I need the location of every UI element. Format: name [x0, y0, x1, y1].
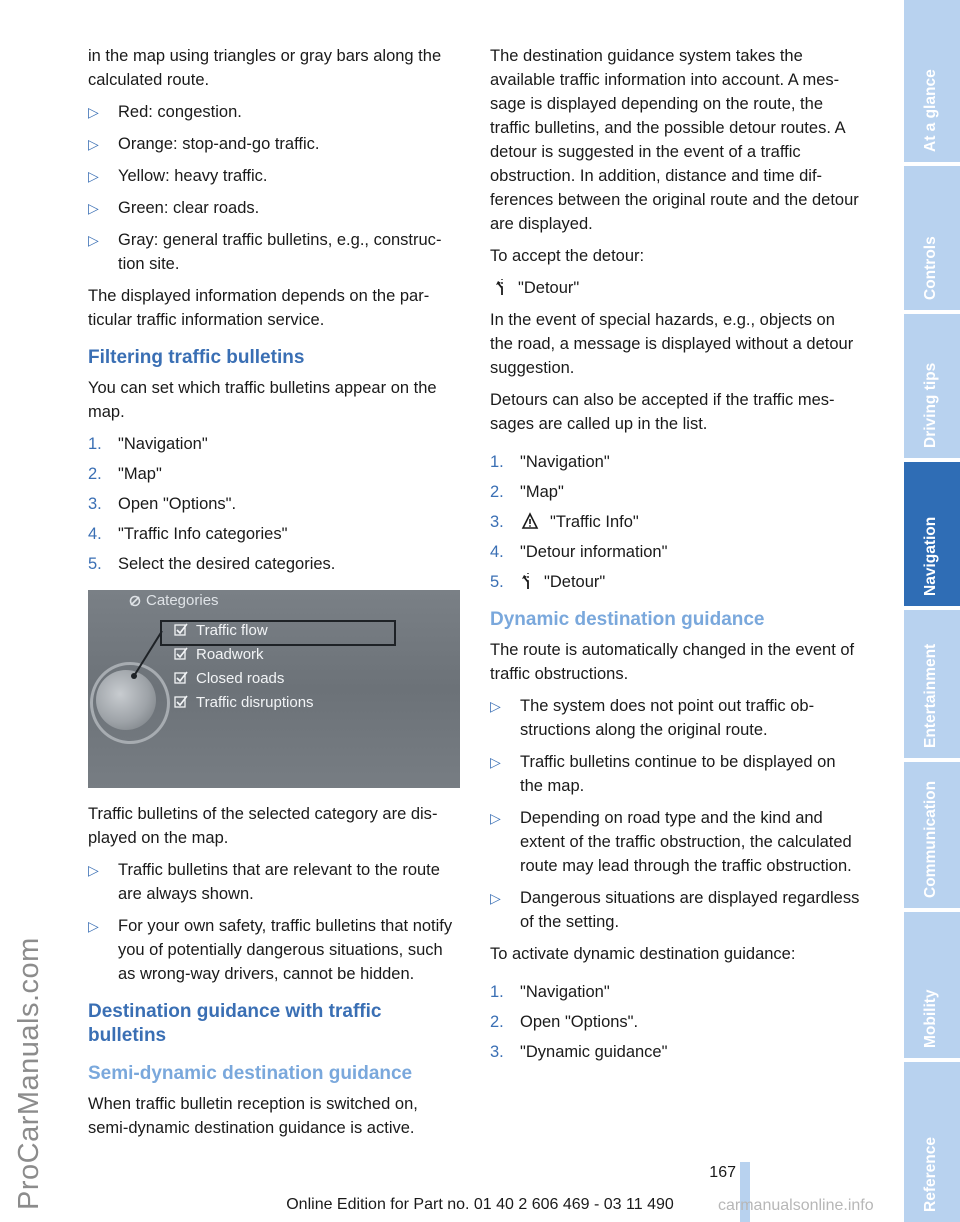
bullet-arrow-icon: ▷: [88, 862, 99, 878]
checkbox-checked-icon: [174, 647, 188, 661]
semi-dynamic-text: When traffic bulletin reception is switched on, semi-dynamic destination guidance is active.: [88, 1095, 418, 1137]
tab-communication[interactable]: Communication: [904, 762, 960, 908]
filtering-heading: Filtering traffic bulletins: [88, 347, 305, 368]
bullet-arrow-icon: ▷: [490, 810, 501, 826]
list-item: ▷ Gray: general traffic bulletins, e.g., construction site.: [88, 228, 462, 276]
checkbox-checked-icon: [174, 671, 188, 685]
screen-header: Categories: [146, 592, 219, 609]
intro-text: in the map using triangles or gray bars along the calculated route.: [88, 47, 442, 89]
depends-text: The displayed information depends on the particular traffic information service.: [88, 287, 430, 329]
tab-driving-tips[interactable]: Driving tips: [904, 314, 960, 458]
list-item: ▷ Green: clear roads.: [88, 196, 462, 220]
list-item: ▷ Dangerous situations are displayed regardless of the setting.: [490, 886, 860, 934]
settings-gear-icon: [128, 594, 142, 608]
tab-entertainment[interactable]: Entertainment: [904, 610, 960, 758]
list-item: ▷ Yellow: heavy traffic.: [88, 164, 462, 188]
filtering-steps: [88, 432, 462, 576]
relevance-list: [88, 858, 462, 986]
page-number: 167: [709, 1164, 736, 1181]
list-item: ▷ Red: congestion.: [88, 100, 462, 124]
dynamic-list: [490, 694, 860, 934]
traffic-color-list: [88, 100, 462, 276]
tab-at-a-glance[interactable]: At a glance: [904, 0, 960, 162]
system-intro-text: The destination guidance system takes the available traffic information into account. A message is displayed depending on the route, the traffic bulletins, and the possible detour routes. A detour is suggested in the event of a traffic obstruction. In addition, distance and time differences between the original route and the detour are displayed.: [490, 47, 859, 233]
list-item: ▷ Orange: stop-and-go traffic.: [88, 132, 462, 156]
list-item: 2. "Map": [490, 483, 564, 501]
warning-triangle-icon: [520, 512, 540, 530]
list-item: 1. "Navigation": [490, 983, 610, 1001]
screen-menu-item: Traffic disruptions: [174, 692, 314, 714]
chapter-sidebar: [904, 0, 960, 1222]
bullet-arrow-icon: ▷: [88, 200, 99, 216]
right-column: [490, 44, 860, 1070]
list-item: 4. "Detour information": [490, 543, 668, 561]
bullet-arrow-icon: ▷: [490, 890, 501, 906]
pointer-line: [128, 630, 168, 680]
accept-detour-text: To accept the detour:: [490, 247, 645, 265]
semi-dynamic-heading: Semi-dynamic destination guidance: [88, 1063, 413, 1084]
checkbox-checked-icon: [174, 623, 188, 637]
screen-menu-item: Closed roads: [174, 668, 284, 690]
filtering-text: You can set which traffic bulletins appear on the map.: [88, 379, 437, 421]
bullet-arrow-icon: ▷: [88, 136, 99, 152]
hazards-text: In the event of special hazards, e.g., objects on the road, a message is displayed without a detour suggestion.: [490, 311, 854, 377]
list-item: 1. "Navigation": [490, 453, 610, 471]
footer-text: Online Edition for Part no. 01 40 2 606 469 - 03 11 490: [286, 1196, 674, 1213]
bullet-arrow-icon: ▷: [88, 104, 99, 120]
activate-steps: [490, 980, 860, 1064]
list-item: 5. Select the desired categories.: [88, 555, 336, 573]
after-screen-text: Traffic bulletins of the selected category are displayed on the map.: [88, 805, 438, 847]
tab-navigation[interactable]: Navigation: [904, 462, 960, 606]
list-item: ▷ Traffic bulletins that are relevant to the route are always shown.: [88, 858, 462, 906]
left-column: [88, 44, 462, 1148]
list-item: 2. "Map": [88, 465, 162, 483]
list-item: 3. "Dynamic guidance": [490, 1043, 668, 1061]
list-item: ▷ For your own safety, traffic bulletins that notify you of potentially dangerous situations, such as wrong-way drivers, cannot be hidden.: [88, 914, 462, 986]
screen-menu-item: Roadwork: [174, 644, 264, 666]
detour-arrow-icon: [494, 278, 510, 296]
screen-menu-item: Traffic flow: [174, 620, 268, 642]
categories-screen-image: [88, 590, 460, 788]
list-item: ▷ The system does not point out traffic obstructions along the original route.: [490, 694, 860, 742]
list-item: 5. "Detour": [490, 573, 606, 591]
list-item: 3. Open "Options".: [88, 495, 237, 513]
list-item: 2. Open "Options".: [490, 1013, 639, 1031]
bullet-arrow-icon: ▷: [88, 232, 99, 248]
list-item: 4. "Traffic Info categories": [88, 525, 288, 543]
activate-text: To activate dynamic destination guidance:: [490, 945, 796, 963]
tab-mobility[interactable]: Mobility: [904, 912, 960, 1058]
guidance-heading: Destination guidance with traffic bulletins: [88, 1001, 382, 1046]
list-item: ▷ Depending on road type and the kind and extent of the traffic obstruction, the calculated route may lead through the traffic obstruction.: [490, 806, 860, 878]
tab-controls[interactable]: Controls: [904, 166, 960, 310]
bullet-arrow-icon: ▷: [490, 754, 501, 770]
bullet-arrow-icon: ▷: [490, 698, 501, 714]
detour-arrow-icon: [520, 572, 536, 590]
list-item: 1. "Navigation": [88, 435, 208, 453]
tab-reference[interactable]: Reference: [904, 1062, 960, 1222]
list-item: 3. "Traffic Info": [490, 513, 639, 531]
list-item: ▷ Traffic bulletins continue to be displayed on the map.: [490, 750, 860, 798]
checkbox-checked-icon: [174, 695, 188, 709]
footer-watermark: carmanualsonline.info: [718, 1197, 874, 1214]
side-watermark: ProCarManuals.com: [13, 937, 45, 1210]
detour-line: "Detour": [490, 276, 860, 300]
list-detour-text: Detours can also be accepted if the traffic messages are called up in the list.: [490, 391, 835, 433]
detour-steps: [490, 450, 860, 594]
bullet-arrow-icon: ▷: [88, 918, 99, 934]
bullet-arrow-icon: ▷: [88, 168, 99, 184]
dynamic-text: The route is automatically changed in the event of traffic obstructions.: [490, 641, 855, 683]
dynamic-heading: Dynamic destination guidance: [490, 609, 765, 630]
